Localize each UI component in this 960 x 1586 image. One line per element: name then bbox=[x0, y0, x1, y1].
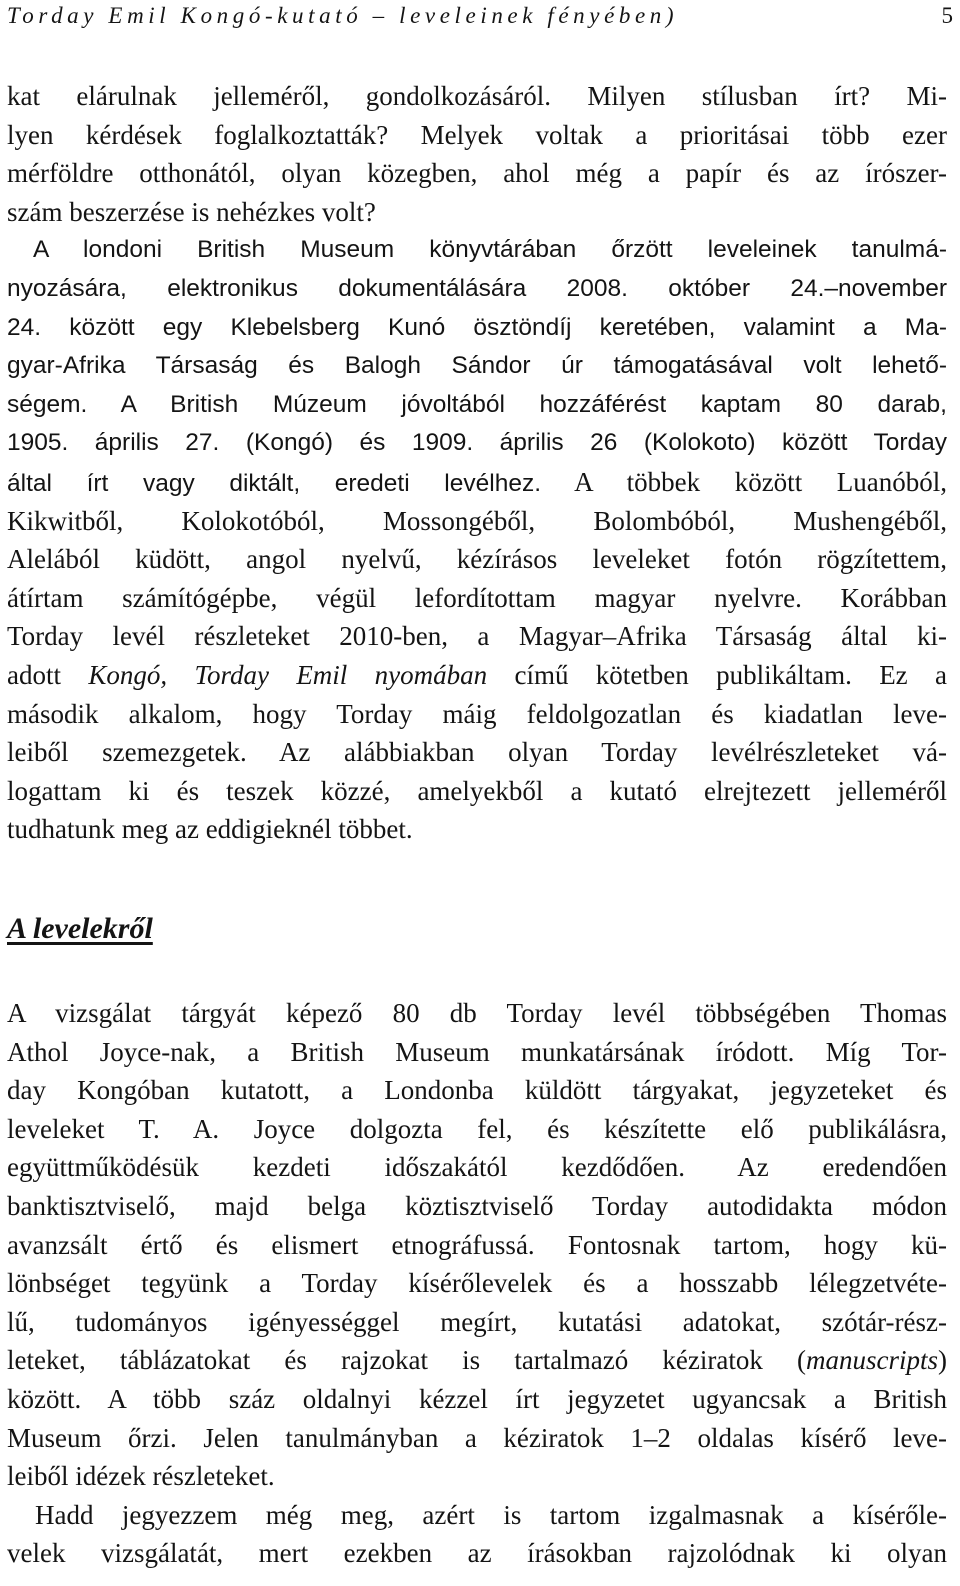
text-line: Alelából küdött, angol nyelvű, kézírásos leveleket fotón rögzítettem, bbox=[7, 544, 947, 575]
text-line: kat elárulnak jelleméről, gondolkozásáról. Milyen stílusban írt? Mi- bbox=[7, 81, 947, 111]
running-head-title: Torday Emil Kongó-kutató – leveleinek fényében) bbox=[7, 3, 679, 28]
text-line: nyozására, elektronikus dokumentálására 2008. október 24.–november bbox=[7, 274, 947, 302]
text-segment: leteket, táblázatokat és rajzokat is tartalmazó kéziratok ( bbox=[7, 1345, 806, 1376]
document-page bbox=[7, 0, 953, 1569]
text-line: logattam ki és teszek közzé, amelyekből a kutató elrejtezett jelleméről bbox=[7, 775, 947, 806]
text-line: együttműködésük kezdeti időszakától kezdődően. Az eredendően bbox=[7, 1152, 947, 1183]
page-number: 5 bbox=[941, 3, 953, 28]
text-segment: ) bbox=[938, 1345, 947, 1376]
text-line: tudhatunk meg az eddigieknél többet. bbox=[7, 814, 413, 845]
text-line: mérföldre otthonától, olyan közegben, ahol még a papír és az írószer- bbox=[7, 158, 947, 189]
text-line: átírtam számítógépbe, végül lefordítottam magyar nyelvre. Korábban bbox=[7, 582, 947, 613]
text-line: day Kongóban kutatott, a Londonba küldött tárgyakat, jegyzeteket és bbox=[7, 1075, 947, 1106]
text-line: Torday levél részleteket 2010-ben, a Magyar–Afrika Társaság által ki- bbox=[7, 621, 947, 652]
text-line: A vizsgálat tárgyát képező 80 db Torday levél többségében Thomas bbox=[7, 998, 947, 1028]
term-manuscripts: manuscripts bbox=[805, 1345, 938, 1376]
text-line: leveleket T. A. Joyce dolgozta fel, és készítette elő publikálásra, bbox=[7, 1113, 947, 1144]
text-segment: által írt vagy diktált, eredeti levélhez. bbox=[7, 469, 541, 497]
text-line bbox=[7, 463, 947, 502]
paragraph-letters bbox=[7, 994, 947, 1573]
book-title: Kongó, Torday Emil nyomában bbox=[88, 659, 488, 690]
text-segment: című kötetben publikáltam. Ez a bbox=[487, 659, 947, 690]
text-line: A londoni British Museum könyvtárában őrzött leveleinek tanulmá- bbox=[33, 236, 947, 264]
text-line: második alkalom, hogy Torday máig feldolgozatlan és kiadatlan leve- bbox=[7, 698, 947, 729]
text-line: lönbséget tegyünk a Torday kísérőlevelek és a hosszabb lélegzetvéte- bbox=[7, 1268, 947, 1299]
text-line bbox=[7, 656, 947, 695]
text-line: leiből idézek részleteket. bbox=[7, 1461, 275, 1492]
text-line: szám beszerzése is nehézkes volt? bbox=[7, 196, 376, 227]
text-line: banktisztviselő, majd belga köztisztviselő Torday autodidakta módon bbox=[7, 1190, 947, 1221]
text-line: 1905. április 27. (Kongó) és 1909. április 26 (Kolokoto) között Torday bbox=[7, 429, 947, 457]
text-line: 24. között egy Klebelsberg Kunó ösztöndíj keretében, valamint a Ma- bbox=[7, 313, 947, 341]
text-line: Kikwitből, Kolokotóból, Mossongéből, Bolombóból, Mushengéből, bbox=[7, 505, 947, 536]
text-line: Athol Joyce-nak, a British Museum munkatársának íródott. Míg Tor- bbox=[7, 1036, 947, 1067]
text-line bbox=[7, 1341, 947, 1380]
text-line: lyen kérdések foglalkoztatták? Melyek voltak a prioritásai több ezer bbox=[7, 119, 947, 150]
text-line: velek vizsgálatát, mert ezekben az írásokban rajzolódnak ki olyan bbox=[7, 1538, 947, 1569]
text-line: Hadd jegyezzem még meg, azért is tartom izgalmasnak a kísérőle- bbox=[35, 1499, 947, 1530]
text-segment: A többek között Luanóból, bbox=[541, 466, 947, 497]
text-line: avanzsált értő és elismert etnográfussá. Fontosnak tartom, hogy kü- bbox=[7, 1229, 947, 1260]
text-line: leiből szemezgetek. Az alábbiakban olyan Torday levélrészleteket vá- bbox=[7, 737, 947, 768]
running-head bbox=[7, 0, 953, 42]
text-line: ségem. A British Múzeum jóvoltából hozzáférést kaptam 80 darab, bbox=[7, 390, 947, 418]
text-line: között. A több száz oldalnyi kézzel írt jegyzetet ugyancsak a British bbox=[7, 1383, 947, 1414]
paragraph-intro bbox=[7, 77, 947, 849]
text-line: gyar-Afrika Társaság és Balogh Sándor úr támogatásával volt lehető- bbox=[7, 352, 947, 380]
text-segment: adott bbox=[7, 659, 89, 690]
text-line: Museum őrzi. Jelen tanulmányban a kéziratok 1–2 oldalas kísérő leve- bbox=[7, 1422, 947, 1453]
text-line: lű, tudományos igényességgel megírt, kutatási adatokat, szótár-rész- bbox=[7, 1306, 947, 1337]
section-heading: A levelekről bbox=[7, 912, 153, 945]
